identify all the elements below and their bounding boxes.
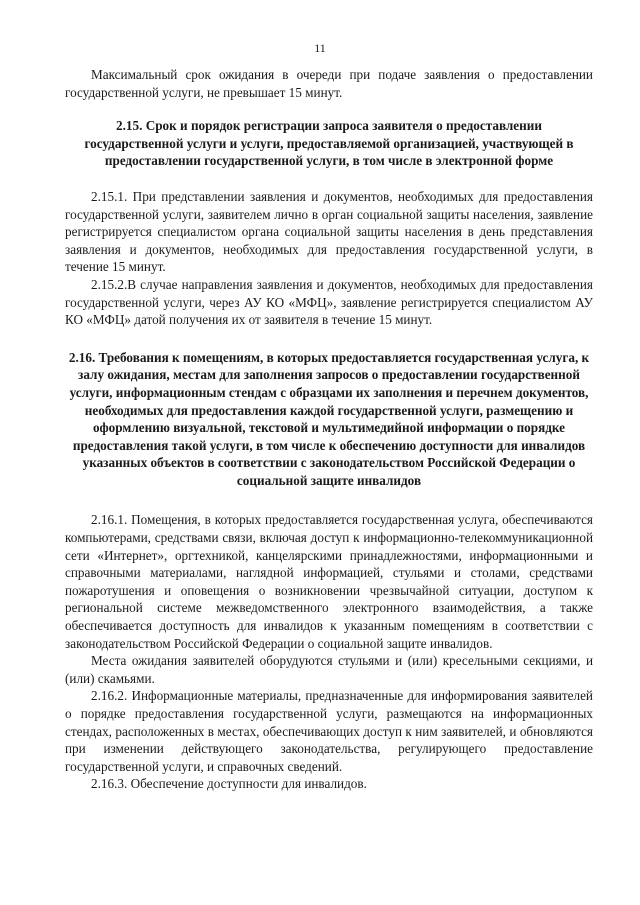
heading-section-2-16: 2.16. Требования к помещениям, в которых предоставляется государственная услуга, к залу ожидания, местам для заполнения запросов о предоставлении государственной услуги, информационным стендам с образцами их заполнения и перечнем документов, необходимых для предоставления каждой государственной услуги, размещению и оформлению визуальной, текстовой и мультимедийной информации о порядке предоставления такой услуги, в том числе к обеспечению доступности для инвалидов указанных объектов в соответствии с законодательством Российской Федерации о социальной защите инвалидов [68,349,590,488]
paragraph-2-16-3: 2.16.3. Обеспечение доступности для инвалидов. [91,776,367,792]
paragraph-2-15-1: 2.15.1. При представлении заявления и документов, необходимых для предоставления государственной услуги, заявителем лично в орган социальной защиты населения, заявление регистрируется специалистом органа социальной защиты населения в день представления заявления и документов, необходимых для предоставления государственной услуги, в течение 15 минут. [65,188,593,275]
paragraph-2-15-2: 2.15.2.В случае направления заявления и документов, необходимых для предоставления государственной услуги, через АУ КО «МФЦ», заявление регистрируется специалистом АУ КО «МФЦ» датой получения их от заявителя в течение 15 минут. [65,276,593,328]
page-number: 11 [314,41,326,55]
paragraph-2-16-2: 2.16.2. Информационные материалы, предназначенные для информирования заявителей о порядке предоставления государственной услуги, размещаются на информационных стендах, расположенных в местах, обеспечивающих доступ к ним заявителей, и обновляются при изменении действующего законодательства, регулирующего предоставление государственной услуги, и справочных сведений. [65,688,593,774]
paragraph-max-wait-time: Максимальный срок ожидания в очереди при подаче заявления о предоставлении государственной услуги, не превышает 15 минут. [65,67,593,100]
paragraph-waiting-places: Места ожидания заявителей оборудуются стульями и (или) кресельными секциями, и (или) скамьями. [65,653,593,686]
document-body [65,66,593,793]
heading-section-2-15: 2.15. Срок и порядок регистрации запроса заявителя о предоставлении государственной услуги и услуги, предоставляемой организацией, участвующей в предоставлении государственной услуги, в том числе в электронной форме [84,118,574,169]
paragraph-2-16-1: 2.16.1. Помещения, в которых предоставляется государственная услуга, обеспечиваются компьютерами, средствами связи, включая доступ к информационно-телекоммуникационной сети «Интернет», оргтехникой, канцелярскими принадлежностями, информационными и справочными материалами, наглядной информацией, стульями и столами, средствами пожаротушения и оповещения о возникновении чрезвычайной ситуации, доступом к региональной системе межведомственного электронного взаимодействия, а также обеспечивается доступность для инвалидов к указанным помещениям в соответствии с законодательством Российской Федерации о социальной защите инвалидов. [65,512,593,651]
